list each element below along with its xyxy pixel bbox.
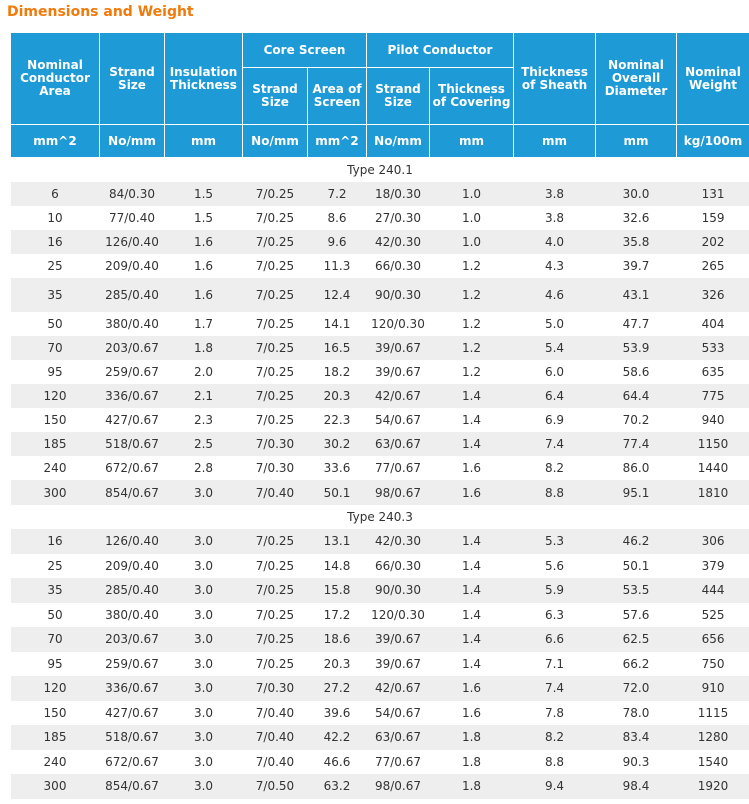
table-cell: 150 [11,701,100,726]
table-cell: 120/0.30 [367,312,430,336]
table-cell: 90/0.30 [367,278,430,312]
table-cell: 8.6 [308,206,367,230]
group-row [11,505,749,529]
table-cell: 240 [11,750,100,775]
table-cell: 7/0.25 [243,182,308,206]
table-cell: 50 [11,312,100,336]
table-row [11,627,749,652]
table-cell: 120/0.30 [367,603,430,628]
table-cell: 98.4 [596,774,677,799]
table-cell: 78.0 [596,701,677,726]
table-cell: 209/0.40 [100,554,165,579]
table-cell: 3.0 [165,774,243,799]
table-cell: 35.8 [596,230,677,254]
table-cell: 2.5 [165,432,243,456]
table-cell: 7/0.25 [243,652,308,677]
group-label: Type 240.1 [11,158,749,183]
table-cell: 7/0.30 [243,676,308,701]
table-header [11,33,749,158]
table-row [11,312,749,336]
table-cell: 95.1 [596,480,677,505]
header-pilot-conductor: Pilot Conductor [367,33,514,68]
table-cell: 39/0.67 [367,652,430,677]
table-cell: 533 [677,336,749,360]
table-cell: 39/0.67 [367,336,430,360]
table-cell: 3.0 [165,701,243,726]
table-cell: 50.1 [308,480,367,505]
table-cell: 854/0.67 [100,774,165,799]
table-cell: 7.4 [514,432,596,456]
table-cell: 7.4 [514,676,596,701]
unit-cell: mm^2 [308,125,367,158]
table-cell: 3.0 [165,725,243,750]
table-cell: 3.0 [165,627,243,652]
table-cell: 336/0.67 [100,676,165,701]
table-cell: 42/0.67 [367,676,430,701]
table-cell: 77/0.67 [367,456,430,480]
table-cell: 90/0.30 [367,578,430,603]
table-cell: 70 [11,627,100,652]
table-cell: 1.8 [430,750,514,775]
table-cell: 1810 [677,480,749,505]
table-cell: 750 [677,652,749,677]
unit-cell: No/mm [100,125,165,158]
table-cell: 39.6 [308,701,367,726]
table-cell: 10 [11,206,100,230]
table-cell: 14.8 [308,554,367,579]
table-cell: 336/0.67 [100,384,165,408]
table-cell: 131 [677,182,749,206]
table-cell: 27.2 [308,676,367,701]
table-cell: 33.6 [308,456,367,480]
table-cell: 7.2 [308,182,367,206]
table-cell: 656 [677,627,749,652]
table-row [11,480,749,505]
table-row [11,336,749,360]
table-cell: 46.6 [308,750,367,775]
table-cell: 32.6 [596,206,677,230]
table-cell: 1.6 [430,676,514,701]
table-cell: 1.6 [430,456,514,480]
table-cell: 1.4 [430,408,514,432]
table-cell: 18/0.30 [367,182,430,206]
table-cell: 14.1 [308,312,367,336]
table-cell: 1.5 [165,206,243,230]
table-cell: 1.8 [430,725,514,750]
table-cell: 7/0.25 [243,627,308,652]
table-cell: 54/0.67 [367,701,430,726]
table-cell: 1540 [677,750,749,775]
table-row [11,408,749,432]
table-cell: 7/0.25 [243,360,308,384]
table-cell: 7/0.25 [243,278,308,312]
table-row [11,230,749,254]
table-cell: 3.0 [165,676,243,701]
unit-cell: No/mm [367,125,430,158]
table-cell: 15.8 [308,578,367,603]
table-cell: 203/0.67 [100,627,165,652]
table-row [11,725,749,750]
table-cell: 98/0.67 [367,774,430,799]
table-cell: 30.0 [596,182,677,206]
unit-cell: mm^2 [11,125,100,158]
table-cell: 39/0.67 [367,627,430,652]
table-cell: 1.4 [430,603,514,628]
table-cell: 6.3 [514,603,596,628]
table-cell: 46.2 [596,529,677,554]
table-cell: 12.4 [308,278,367,312]
table-cell: 1.0 [430,206,514,230]
table-cell: 672/0.67 [100,750,165,775]
header-core-area: Area of Screen [308,68,367,125]
table-row [11,456,749,480]
group-row [11,158,749,183]
table-cell: 18.2 [308,360,367,384]
table-cell: 1.4 [430,432,514,456]
table-row [11,182,749,206]
table-cell: 35 [11,278,100,312]
table-cell: 7/0.25 [243,384,308,408]
table-cell: 1.2 [430,278,514,312]
table-cell: 285/0.40 [100,278,165,312]
table-cell: 3.0 [165,750,243,775]
table-cell: 22.3 [308,408,367,432]
header-core-screen: Core Screen [243,33,367,68]
table-cell: 9.4 [514,774,596,799]
table-cell: 5.6 [514,554,596,579]
table-cell: 120 [11,676,100,701]
table-cell: 63.2 [308,774,367,799]
table-cell: 1.0 [430,230,514,254]
table-cell: 126/0.40 [100,230,165,254]
table-cell: 66.2 [596,652,677,677]
table-cell: 150 [11,408,100,432]
table-cell: 525 [677,603,749,628]
table-cell: 18.6 [308,627,367,652]
table-row [11,529,749,554]
table-cell: 20.3 [308,652,367,677]
table-cell: 209/0.40 [100,254,165,278]
table-cell: 259/0.67 [100,652,165,677]
header-pilot-cover: Thickness of Covering [430,68,514,125]
table-cell: 20.3 [308,384,367,408]
table-cell: 6.4 [514,384,596,408]
table-cell: 1.7 [165,312,243,336]
table-cell: 1.2 [430,254,514,278]
table-cell: 6.6 [514,627,596,652]
unit-cell: mm [165,125,243,158]
table-cell: 910 [677,676,749,701]
table-row [11,254,749,278]
unit-cell: mm [596,125,677,158]
table-cell: 35 [11,578,100,603]
table-cell: 7/0.40 [243,480,308,505]
table-cell: 5.3 [514,529,596,554]
table-cell: 7.8 [514,701,596,726]
table-cell: 259/0.67 [100,360,165,384]
table-cell: 427/0.67 [100,408,165,432]
unit-cell: mm [430,125,514,158]
table-cell: 77.4 [596,432,677,456]
table-cell: 3.0 [165,529,243,554]
table-cell: 380/0.40 [100,312,165,336]
table-cell: 95 [11,360,100,384]
table-cell: 54/0.67 [367,408,430,432]
table-cell: 7/0.25 [243,230,308,254]
table-cell: 1280 [677,725,749,750]
table-cell: 16 [11,230,100,254]
table-row [11,652,749,677]
table-cell: 6.0 [514,360,596,384]
table-cell: 7/0.25 [243,206,308,230]
table-cell: 98/0.67 [367,480,430,505]
table-cell: 95 [11,652,100,677]
dimensions-table [10,32,749,799]
table-cell: 7/0.25 [243,603,308,628]
table-cell: 4.0 [514,230,596,254]
table-cell: 4.6 [514,278,596,312]
table-cell: 66/0.30 [367,554,430,579]
table-cell: 1.0 [430,182,514,206]
table-cell: 8.2 [514,725,596,750]
unit-cell: mm [514,125,596,158]
table-cell: 13.1 [308,529,367,554]
table-cell: 2.0 [165,360,243,384]
table-cell: 404 [677,312,749,336]
table-cell: 427/0.67 [100,701,165,726]
table-cell: 42/0.67 [367,384,430,408]
table-row [11,278,749,312]
table-cell: 1.5 [165,182,243,206]
table-cell: 285/0.40 [100,578,165,603]
table-cell: 326 [677,278,749,312]
table-cell: 379 [677,554,749,579]
table-cell: 1.8 [165,336,243,360]
table-cell: 17.2 [308,603,367,628]
table-row [11,206,749,230]
table-cell: 635 [677,360,749,384]
table-cell: 7/0.25 [243,554,308,579]
table-row [11,750,749,775]
table-cell: 66/0.30 [367,254,430,278]
table-cell: 7/0.25 [243,529,308,554]
table-cell: 5.0 [514,312,596,336]
table-cell: 58.6 [596,360,677,384]
header-nominal-area: Nominal Conductor Area [11,33,100,125]
table-cell: 4.3 [514,254,596,278]
table-row [11,384,749,408]
table-cell: 1440 [677,456,749,480]
table-cell: 16.5 [308,336,367,360]
unit-cell: No/mm [243,125,308,158]
header-strand-size: Strand Size [100,33,165,125]
header-pilot-strand: Strand Size [367,68,430,125]
table-cell: 1115 [677,701,749,726]
table-cell: 1.2 [430,336,514,360]
unit-cell: kg/100m [677,125,749,158]
table-cell: 185 [11,725,100,750]
table-cell: 1.4 [430,384,514,408]
table-cell: 1.4 [430,578,514,603]
header-diameter: Nominal Overall Diameter [596,33,677,125]
table-cell: 25 [11,554,100,579]
table-cell: 27/0.30 [367,206,430,230]
table-cell: 1.2 [430,360,514,384]
header-core-strand: Strand Size [243,68,308,125]
table-cell: 2.1 [165,384,243,408]
table-cell: 444 [677,578,749,603]
table-cell: 2.3 [165,408,243,432]
table-cell: 3.0 [165,480,243,505]
table-cell: 854/0.67 [100,480,165,505]
table-cell: 39/0.67 [367,360,430,384]
table-cell: 7/0.50 [243,774,308,799]
header-weight: Nominal Weight [677,33,749,125]
table-cell: 53.9 [596,336,677,360]
table-cell: 775 [677,384,749,408]
table-cell: 7/0.25 [243,336,308,360]
header-sheath: Thickness of Sheath [514,33,596,125]
table-cell: 42/0.30 [367,529,430,554]
table-cell: 63/0.67 [367,725,430,750]
table-cell: 7/0.25 [243,312,308,336]
table-cell: 7/0.25 [243,408,308,432]
table-cell: 3.0 [165,578,243,603]
table-cell: 8.2 [514,456,596,480]
table-cell: 77/0.40 [100,206,165,230]
table-cell: 16 [11,529,100,554]
table-cell: 120 [11,384,100,408]
table-row [11,603,749,628]
table-cell: 1.8 [430,774,514,799]
table-cell: 1.4 [430,529,514,554]
table-row [11,774,749,799]
table-cell: 1.6 [165,230,243,254]
table-cell: 47.7 [596,312,677,336]
page-title: Dimensions and Weight [7,4,194,20]
table-cell: 70.2 [596,408,677,432]
table-cell: 72.0 [596,676,677,701]
table-cell: 43.1 [596,278,677,312]
table-cell: 64.4 [596,384,677,408]
table-cell: 83.4 [596,725,677,750]
table-cell: 90.3 [596,750,677,775]
table-cell: 57.6 [596,603,677,628]
table-cell: 39.7 [596,254,677,278]
table-cell: 159 [677,206,749,230]
table-cell: 3.0 [165,554,243,579]
table-cell: 1.4 [430,627,514,652]
table-cell: 30.2 [308,432,367,456]
table-cell: 1.2 [430,312,514,336]
table-cell: 7.1 [514,652,596,677]
table-cell: 7/0.30 [243,432,308,456]
table-cell: 306 [677,529,749,554]
table-row [11,554,749,579]
table-cell: 240 [11,456,100,480]
table-cell: 62.5 [596,627,677,652]
table-cell: 11.3 [308,254,367,278]
table-cell: 2.8 [165,456,243,480]
table-cell: 300 [11,774,100,799]
table-cell: 86.0 [596,456,677,480]
table-cell: 672/0.67 [100,456,165,480]
table-cell: 518/0.67 [100,432,165,456]
table-cell: 77/0.67 [367,750,430,775]
table-cell: 1.4 [430,652,514,677]
table-cell: 7/0.25 [243,578,308,603]
table-cell: 203/0.67 [100,336,165,360]
table-cell: 518/0.67 [100,725,165,750]
table-cell: 126/0.40 [100,529,165,554]
table-cell: 3.0 [165,603,243,628]
table-cell: 50 [11,603,100,628]
table-cell: 6.9 [514,408,596,432]
table-row [11,578,749,603]
table-cell: 3.8 [514,182,596,206]
table-cell: 8.8 [514,750,596,775]
table-cell: 1.4 [430,554,514,579]
table-cell: 9.6 [308,230,367,254]
table-cell: 63/0.67 [367,432,430,456]
table-cell: 3.0 [165,652,243,677]
table-cell: 1.6 [430,480,514,505]
table-cell: 42/0.30 [367,230,430,254]
table-cell: 5.4 [514,336,596,360]
table-cell: 6 [11,182,100,206]
table-cell: 1920 [677,774,749,799]
table-cell: 1.6 [165,278,243,312]
table-cell: 380/0.40 [100,603,165,628]
table-cell: 5.9 [514,578,596,603]
table-row [11,360,749,384]
table-row [11,676,749,701]
table-cell: 1.6 [165,254,243,278]
table-cell: 202 [677,230,749,254]
table-cell: 940 [677,408,749,432]
table-cell: 185 [11,432,100,456]
table-cell: 53.5 [596,578,677,603]
table-cell: 7/0.25 [243,254,308,278]
table-cell: 84/0.30 [100,182,165,206]
table-cell: 7/0.40 [243,750,308,775]
table-cell: 300 [11,480,100,505]
table-cell: 7/0.40 [243,701,308,726]
table-row [11,701,749,726]
table-cell: 50.1 [596,554,677,579]
table-row [11,432,749,456]
table-cell: 7/0.40 [243,725,308,750]
group-label: Type 240.3 [11,505,749,529]
table-body [11,158,749,799]
table-cell: 70 [11,336,100,360]
table-cell: 42.2 [308,725,367,750]
table-cell: 265 [677,254,749,278]
table-cell: 1.6 [430,701,514,726]
table-cell: 7/0.30 [243,456,308,480]
table-cell: 25 [11,254,100,278]
header-insulation: Insulation Thickness [165,33,243,125]
table-cell: 3.8 [514,206,596,230]
table-cell: 8.8 [514,480,596,505]
table-cell: 1150 [677,432,749,456]
